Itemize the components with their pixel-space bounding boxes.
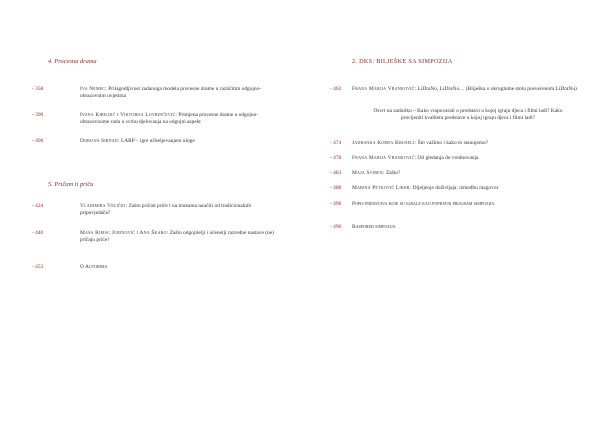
page-number: - 496 [330, 201, 342, 207]
page-number: - 462 [330, 86, 342, 92]
page-number: - 496 [330, 224, 342, 230]
entry-author: Ivana Kibildić i Viktorija Lovrinčević: [80, 112, 178, 118]
entry-title: Zašto odgojitelji i učenelji razredne nastave (ne) pričaju priče? [80, 230, 274, 243]
entry-title: Dijeljenje doživljaja: izmeđbu razgovor [412, 185, 499, 191]
entry-author: Vladimira Velički: [80, 203, 128, 209]
entry-author: Maša Rimac Jurinović i Ana Škaro: [80, 230, 169, 236]
entry-title: Zašto pričati priče i na mukama naučiti od tradicionalnih pripovjedača? [80, 203, 252, 216]
entry-title: Popis predstava koje su igrale kao popratni program simpozija [352, 201, 495, 207]
entry-author: Frana Marija Vranković: [352, 155, 417, 161]
page-number: - 358 [32, 86, 44, 92]
entry-title: LARP – igre učiteljevanjem uloge [120, 138, 195, 144]
entry-title: Primjena procesne drame u odgojno-obrazovnome radu u svrhu djelovanja na odgojni aspekt [80, 112, 259, 125]
entry-author: Frana Marija Vranković: [352, 86, 417, 92]
entry-title: Od gledanja do vrednovanja [417, 155, 479, 161]
entry-author: Jadranka Korda Krušelj: [352, 140, 417, 146]
section-5-title: 5. Pričam ti priču [48, 181, 94, 188]
section-2-title: 2. DKS: BILJEŠKE SA SIMPOZIJA [352, 58, 453, 65]
entry-title: LiDraNo, LiDraNo… (Bilješka o okruglome stolu posvećenom LiDraNu) [417, 86, 577, 92]
page-number: - 390 [32, 112, 44, 118]
right-page [300, 0, 600, 421]
page-number: - 424 [32, 203, 44, 209]
page-number: - 483 [330, 170, 342, 176]
entry-author: Marina Petković Liker: [352, 185, 412, 191]
entry-title: Što važimo i kako to stanujemo? [417, 140, 489, 146]
page-number: - 406 [32, 138, 44, 144]
entry-subtitle: Osvrt na zadnitku – Kako vrapovarati o predstavi u kojoj igraju djeca i filmi ladi? Kako procijeniti kvalitetu predstave u kojoj igraju djeca i filmi ladi? [373, 108, 563, 121]
page-number: - 478 [330, 155, 342, 161]
entry-title: Raspored simpozija [352, 224, 396, 230]
entry-title: Zašto? [385, 170, 401, 176]
page-number: - 474 [330, 140, 342, 146]
entry-author: Iva Nemec: [80, 86, 107, 92]
section-4-title: 4. Procesna drama [48, 58, 97, 65]
entry-author: Maja Sviben: [352, 170, 385, 176]
entry-author: Dorijan Sirnad: [80, 138, 120, 144]
page-number: - 488 [330, 185, 342, 191]
entry-title: Prilagodljivost zadanoga modela procesne drame u različitim odgojno-obrazovnim uvjetima [80, 86, 262, 99]
page-number: - 440 [32, 230, 44, 236]
entry-title: O Autorima [80, 264, 108, 270]
page-number: - 453 [32, 264, 44, 270]
